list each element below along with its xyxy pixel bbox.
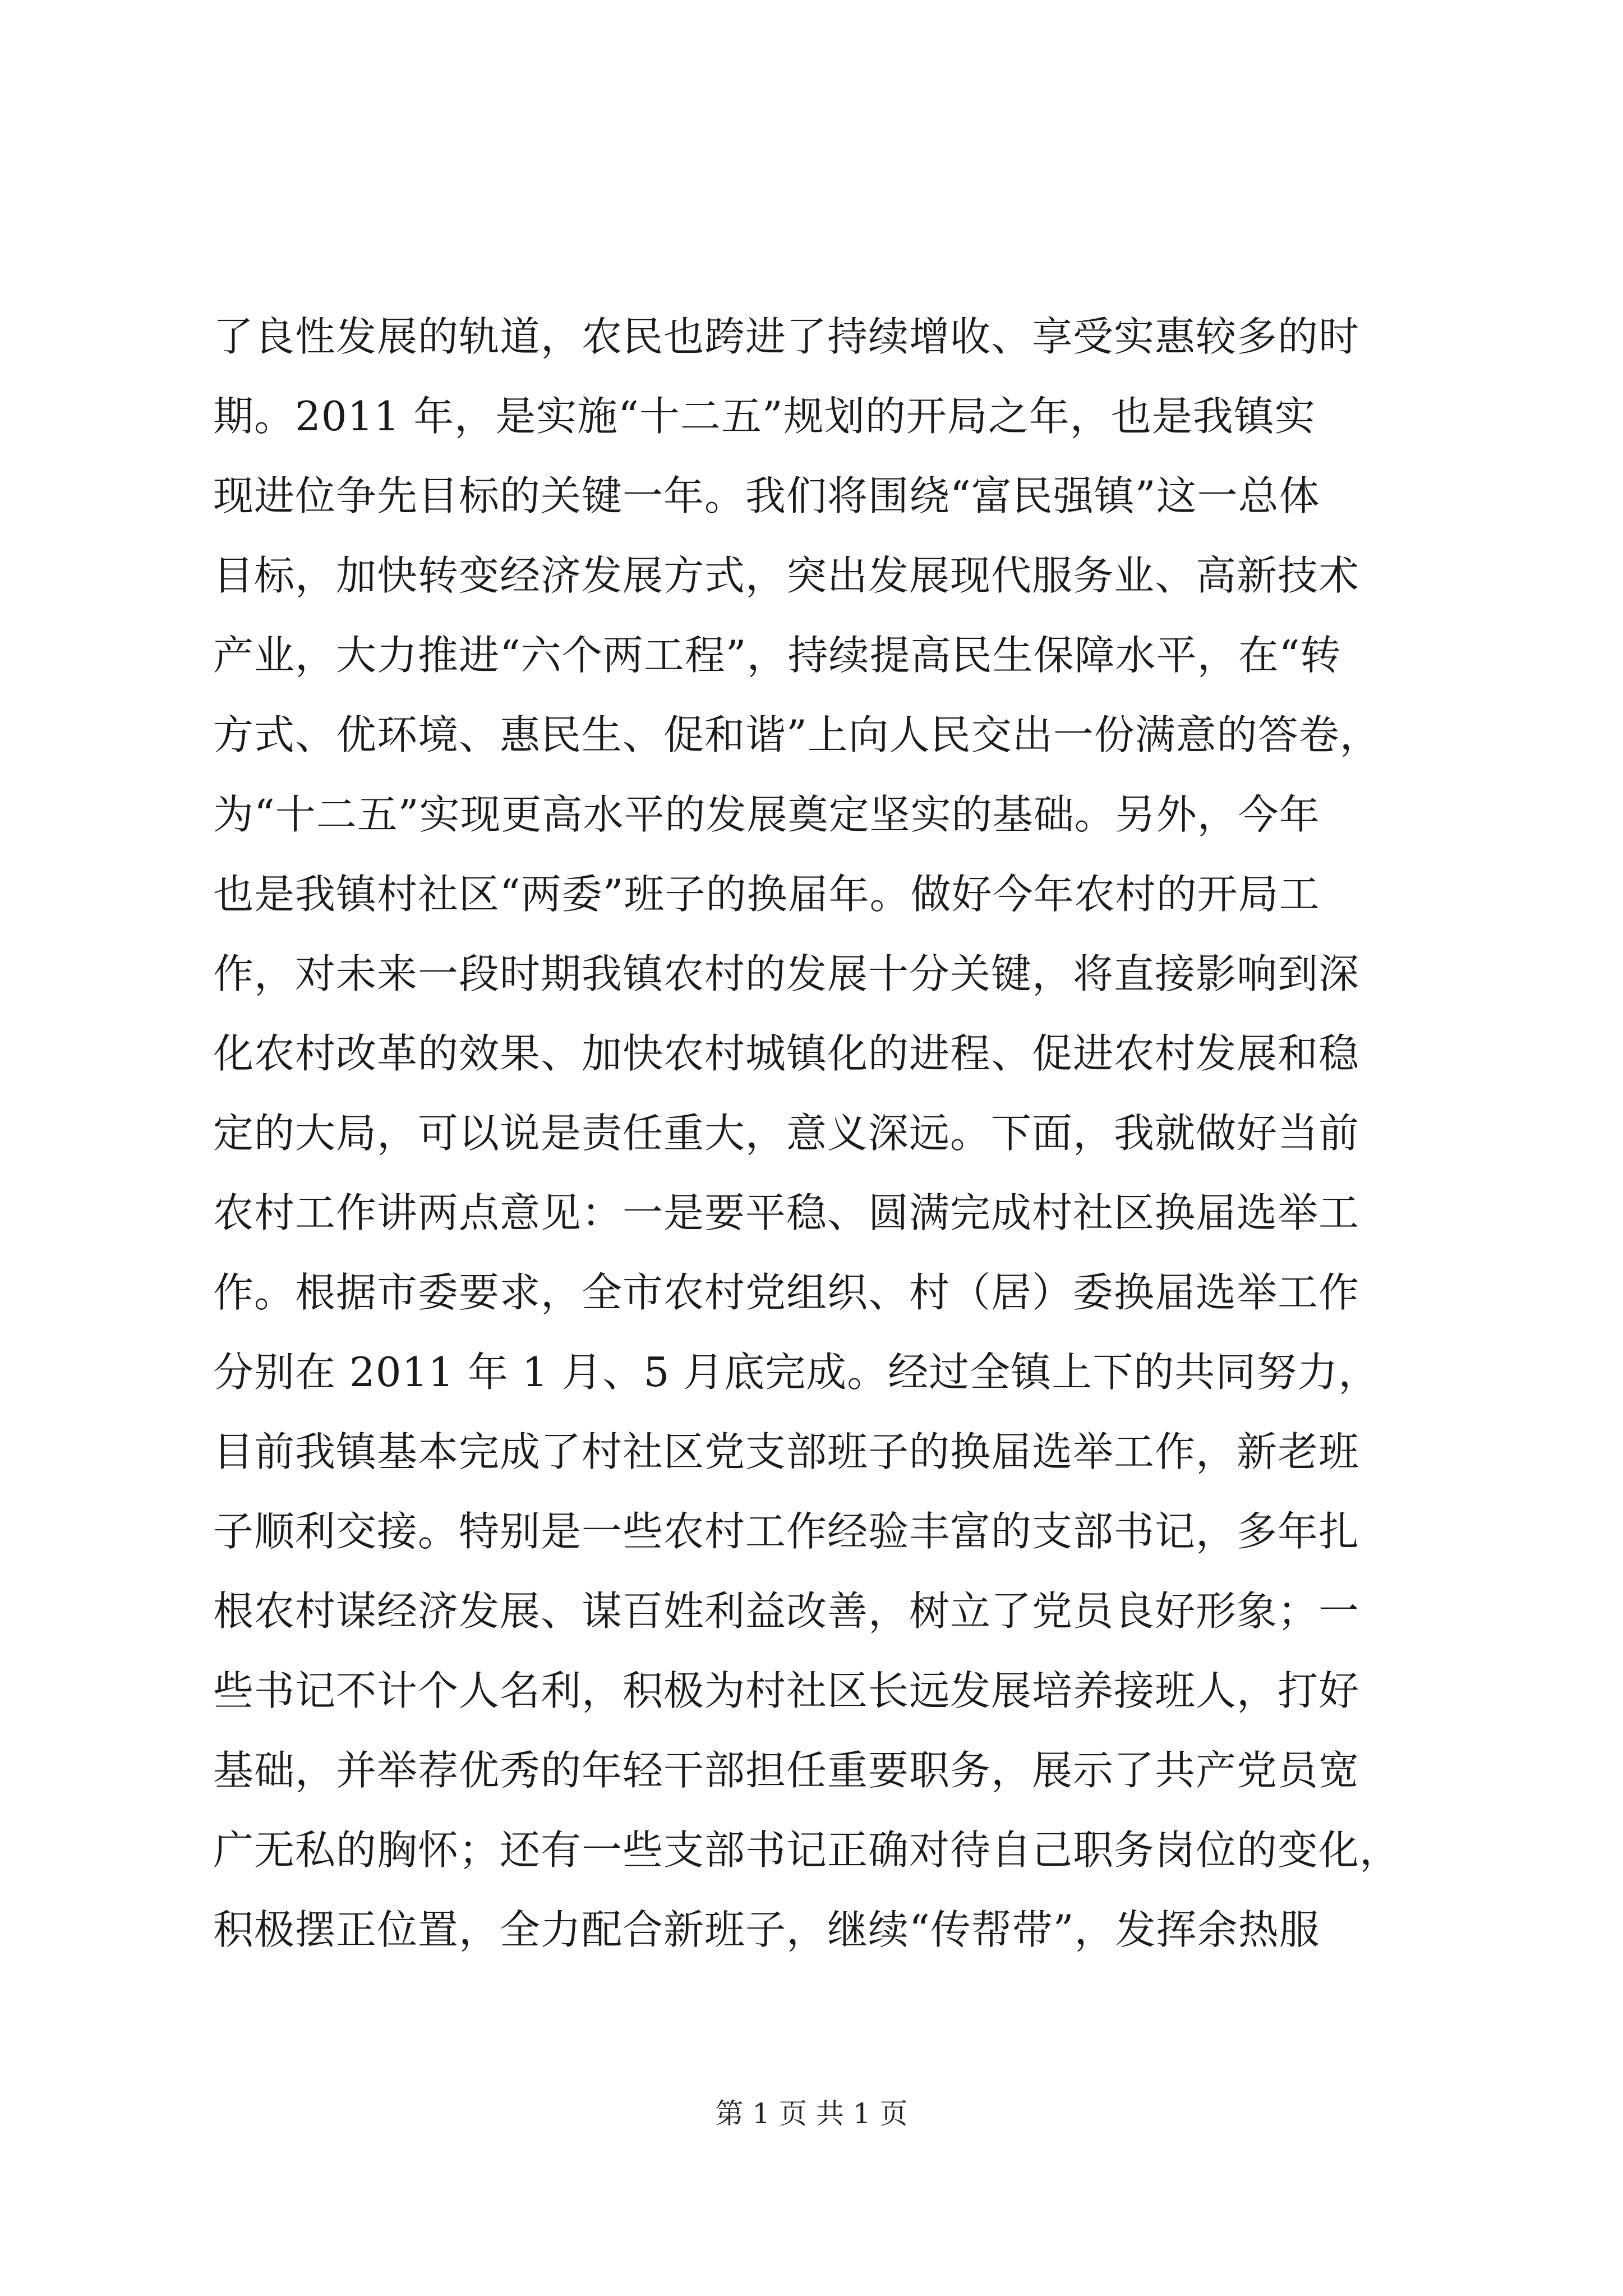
body-text-line: 了良性发展的轨道，农民也跨进了持续增收、享受实惠较多的时 — [213, 313, 1360, 360]
body-text-line: 定的大局，可以说是责任重大，意义深远。下面，我就做好当前 — [213, 1110, 1360, 1157]
body-text-line: 广无私的胸怀；还有一些支部书记正确对待自己职务岗位的变化， — [213, 1826, 1401, 1874]
body-text-line: 作，对未来一段时期我镇农村的发展十分关键，将直接影响到深 — [213, 950, 1360, 997]
body-text-line: 现进位争先目标的关键一年。我们将围绕“富民强镇”这一总体 — [213, 472, 1320, 519]
body-text-line: 积极摆正位置，全力配合新班子，继续“传帮带”，发挥余热服 — [213, 1906, 1320, 1953]
body-text-line: 目前我镇基本完成了村社区党支部班子的换届选举工作，新老班 — [213, 1428, 1360, 1475]
body-text-line: 分别在 2011 年 1 月、5 月底完成。经过全镇上下的共同努力， — [213, 1349, 1380, 1396]
body-text-line: 产业，大力推进“六个两工程”，持续提高民生保障水平，在“转 — [213, 632, 1341, 679]
body-text-line: 化农村改革的效果、加快农村城镇化的进程、促进农村发展和稳 — [213, 1030, 1360, 1077]
body-text-line: 基础，并举荐优秀的年轻干部担任重要职务，展示了共产党员宽 — [213, 1747, 1360, 1794]
body-text-line: 也是我镇村社区“两委”班子的换届年。做好今年农村的开局工 — [213, 871, 1320, 918]
body-text-line: 子顺利交接。特别是一些农村工作经验丰富的支部书记，多年扎 — [213, 1508, 1360, 1555]
body-text-line: 目标，加快转变经济发展方式，突出发展现代服务业、高新技术 — [213, 552, 1360, 599]
body-text-line: 为“十二五”实现更高水平的发展奠定坚实的基础。另外，今年 — [213, 791, 1320, 838]
body-text-line: 作。根据市委要求，全市农村党组织、村（居）委换届选举工作 — [213, 1269, 1360, 1316]
page-footer: 第 1 页 共 1 页 — [715, 2097, 908, 2130]
body-text-line: 些书记不计个人名利，积极为村社区长远发展培养接班人，打好 — [213, 1667, 1360, 1714]
body-text-line: 方式、优环境、惠民生、促和谐”上向人民交出一份满意的答卷， — [213, 711, 1381, 758]
body-text-line: 根农村谋经济发展、谋百姓利益改善，树立了党员良好形象；一 — [213, 1588, 1360, 1635]
body-text-line: 农村工作讲两点意见：一是要平稳、圆满完成村社区换届选举工 — [213, 1189, 1360, 1236]
body-text-line: 期。2011 年，是实施“十二五”规划的开局之年，也是我镇实 — [213, 393, 1316, 440]
